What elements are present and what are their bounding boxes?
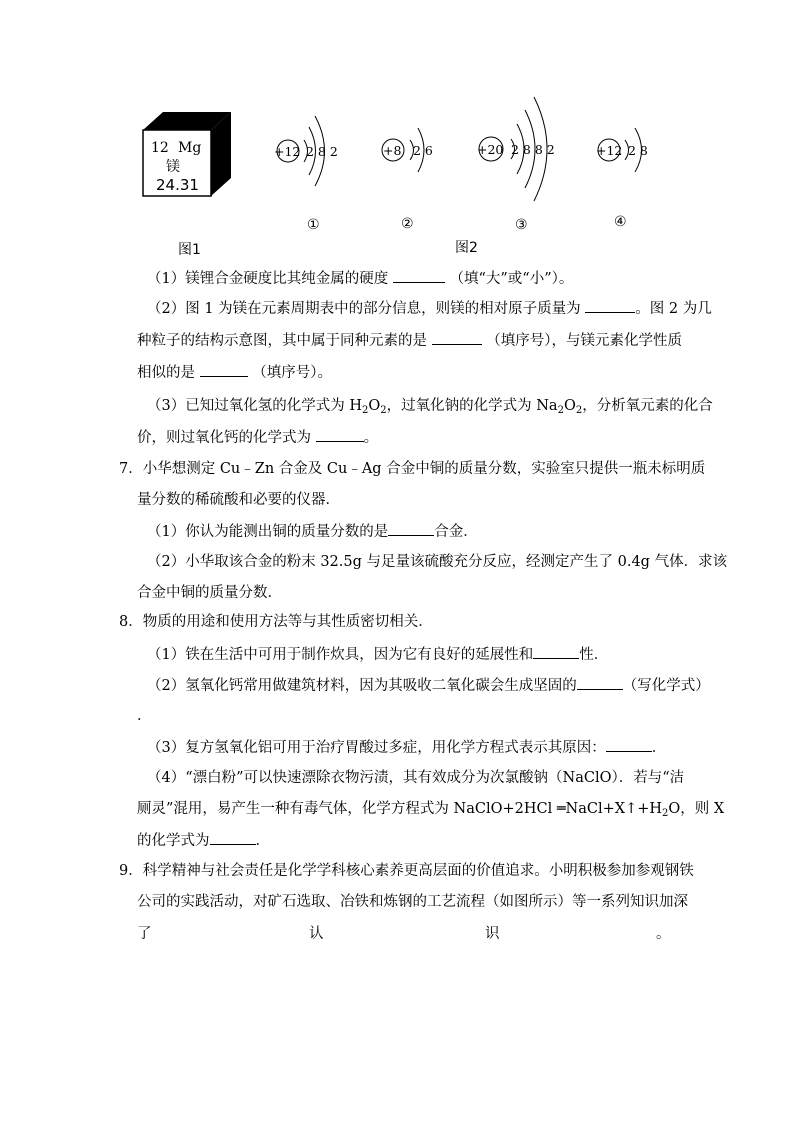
q8-part4-line1: （4）“漂白粉”可以快速漂除衣物污渍，其有效成分为次氯酸钠（NaClO）．若与“洁 [147, 770, 685, 786]
answer-blank[interactable] [200, 362, 248, 377]
diagram-label-4: ④ [614, 214, 627, 230]
q6-part2-line1: （2）图 1 为镁在元素周期表中的部分信息，则镁的相对原子质量为 。图 2 为几 [147, 298, 712, 319]
element-card [143, 112, 231, 196]
q6-part1: （1）镁锂合金硬度比其纯金属的硬度 （填“大”或“小”）。 [147, 268, 573, 289]
q9-line1: 9．科学精神与社会责任是化学学科核心素养更高层面的价值追求。小明积极参加参观钢铁 [119, 863, 694, 879]
nucleus-1: +12 [274, 144, 301, 159]
element-symbol: Mg [178, 140, 202, 156]
nucleus-2: +8 [383, 143, 402, 158]
atom-diagram-4 [596, 128, 648, 172]
q6-part3-line1: （3）已知过氧化氢的化学式为 $H_2O_2$，过氧化钠的化学式为 $Na_2O_2$，分析氧元素的化合 [147, 398, 713, 416]
answer-blank[interactable] [533, 644, 579, 659]
q7-part2-line1: （2）小华取该合金的粉末 32.5g 与足量该硫酸充分反应，经测定产生了 0.4g 气体．求该 [147, 554, 728, 570]
q9-line3-part4: 。 [656, 926, 671, 942]
diagram-label-2: ② [401, 216, 414, 232]
q8-part3: （3）复方氢氧化铝可用于治疗胃酸过多症，用化学方程式表示其原因： ． [147, 737, 666, 758]
shells-1: 2 8 2 [306, 144, 338, 159]
shells-3: 2 8 8 2 [511, 142, 555, 157]
q8-part4-line2: 厕灵”混用，易产生一种有毒气体，化学方程式为 NaClO+2HCl $═NaCl+X↑+H_2O$，则 X [137, 801, 725, 819]
answer-blank[interactable] [585, 298, 635, 313]
diagram-label-1: ① [307, 217, 320, 233]
q7-part2-line2: 合金中铜的质量分数． [137, 585, 282, 601]
fig2-caption: 图2 [455, 240, 478, 256]
answer-blank[interactable] [210, 830, 256, 845]
answer-blank[interactable] [393, 268, 445, 283]
q6-part3-line2: 价，则过氧化钙的化学式为 。 [137, 427, 378, 448]
fig1-caption: 图1 [178, 242, 201, 258]
answer-blank[interactable] [577, 675, 623, 690]
nucleus-4: +12 [596, 143, 623, 158]
q6-part2-line2: 种粒子的结构示意图，其中属于同种元素的是 （填序号），与镁元素化学性质 [137, 330, 682, 351]
atom-diagram-1 [274, 116, 338, 186]
q8-part1: （1）铁在生活中可用于制作炊具，因为它有良好的延展性和 性． [147, 644, 608, 665]
q8-part2-line1: （2）氢氧化钙常用做建筑材料，因为其吸收二氧化碳会生成坚固的 （写化学式） [147, 675, 710, 696]
q7-part1: （1）你认为能测出铜的质量分数的是 合金． [147, 521, 478, 542]
answer-blank[interactable] [388, 521, 434, 536]
q7-line1: 7．小华想测定 Cu﹣Zn 合金及 Cu﹣Ag 合金中铜的质量分数，实验室只提供一瓶未标明质 [119, 461, 706, 477]
q9-line3-part3: 识 [485, 926, 500, 942]
atomic-structure-figure [0, 0, 794, 270]
q8-part2-line2: ． [137, 708, 152, 724]
answer-blank[interactable] [606, 737, 652, 752]
q9-line3-part1: 了 [137, 926, 152, 942]
diagram-label-3: ③ [515, 217, 528, 233]
q9-line3-part2: 认 [309, 926, 324, 942]
atom-diagram-2 [382, 128, 433, 172]
element-mass: 24.31 [156, 176, 199, 194]
element-name: 镁 [166, 159, 180, 175]
answer-blank[interactable] [432, 330, 482, 345]
q7-line2: 量分数的稀硫酸和必要的仪器． [137, 492, 340, 508]
element-atomic-number: 12 [151, 140, 169, 156]
nucleus-3: +20 [477, 142, 504, 157]
q6-part2-line3: 相似的是 （填序号）。 [137, 362, 332, 383]
q9-line2: 公司的实践活动，对矿石选取、冶铁和炼钢的工艺流程（如图所示）等一系列知识加深 [137, 894, 688, 910]
atom-diagram-3 [477, 97, 555, 201]
shells-2: 2 6 [413, 143, 433, 158]
q8-line1: 8．物质的用途和使用方法等与其性质密切相关． [119, 614, 433, 630]
answer-blank[interactable] [316, 427, 364, 442]
q8-part4-line3: 的化学式为 ． [137, 830, 270, 851]
shells-4: 2 8 [628, 143, 648, 158]
